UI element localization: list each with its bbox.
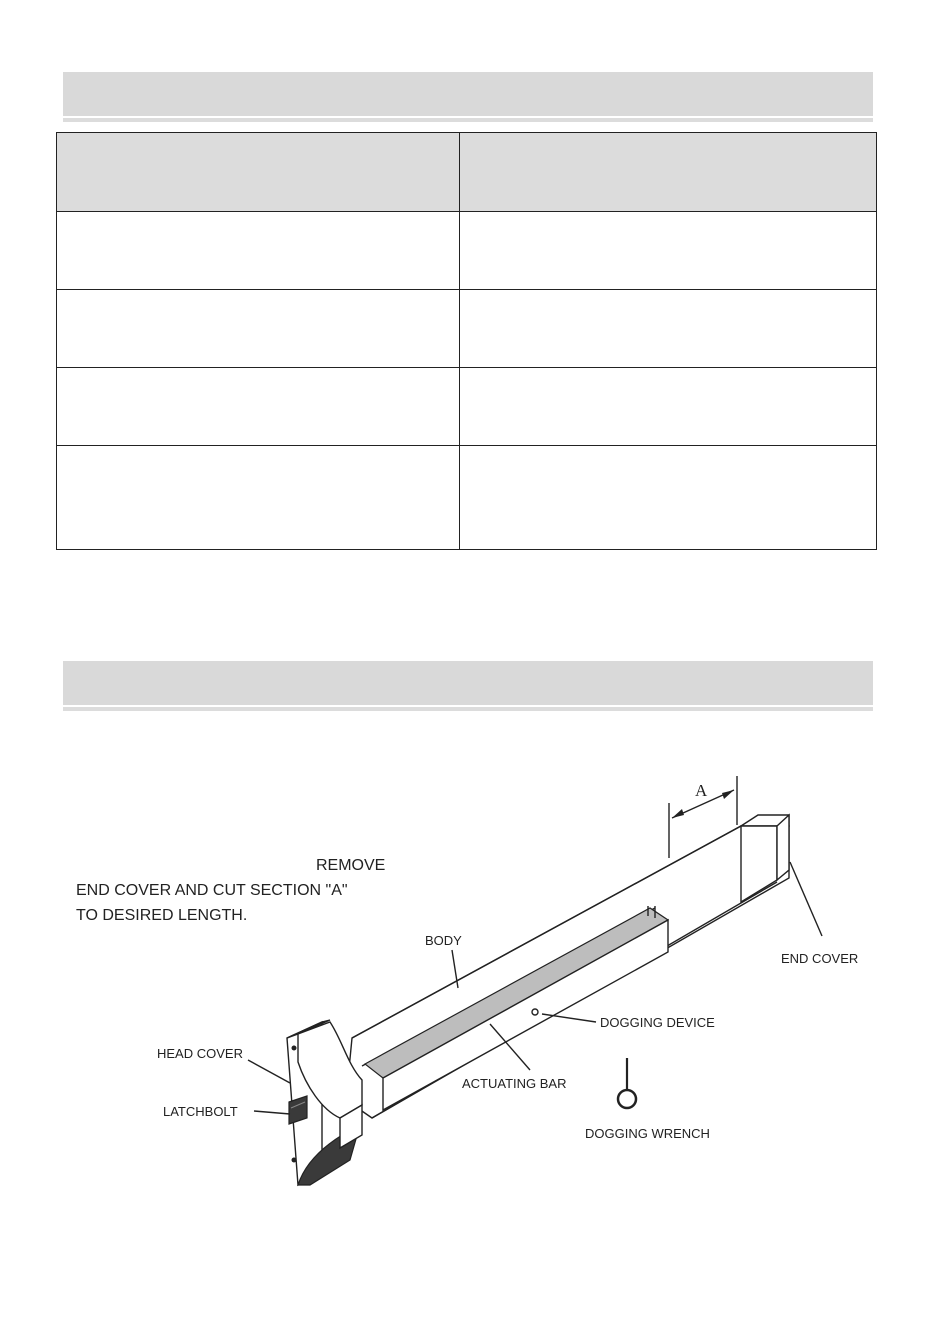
actuating-bar-top — [365, 908, 668, 1078]
label-body: BODY — [425, 933, 462, 948]
wrench-ring — [618, 1090, 636, 1108]
label-latchbolt: LATCHBOLT — [163, 1104, 238, 1119]
instruction-line-2: END COVER AND CUT SECTION "A" — [76, 882, 348, 899]
end-cover-side — [777, 815, 789, 880]
label-end-cover: END COVER — [781, 951, 859, 966]
label-dogging-wrench: DOGGING WRENCH — [585, 1126, 710, 1141]
label-actuating-bar: ACTUATING BAR — [462, 1076, 567, 1091]
leader-latchbolt — [254, 1111, 290, 1114]
dogging-device-hole — [532, 1009, 538, 1015]
instruction-line-3: TO DESIRED LENGTH. — [76, 907, 248, 924]
dogging-wrench-icon — [618, 1058, 636, 1108]
leader-head-cover — [248, 1060, 290, 1083]
dimension-arrow-right — [722, 790, 734, 799]
label-head-cover: HEAD COVER — [157, 1046, 243, 1061]
label-dogging-device: DOGGING DEVICE — [600, 1015, 715, 1030]
instruction-line-1: REMOVE — [316, 857, 386, 874]
screw-icon — [292, 1046, 297, 1051]
dimension-arrow-left — [672, 809, 684, 818]
screw-icon — [292, 1158, 297, 1163]
dimension-label: A — [695, 781, 708, 800]
leader-end-cover — [790, 862, 822, 936]
end-cover-face — [741, 826, 777, 902]
